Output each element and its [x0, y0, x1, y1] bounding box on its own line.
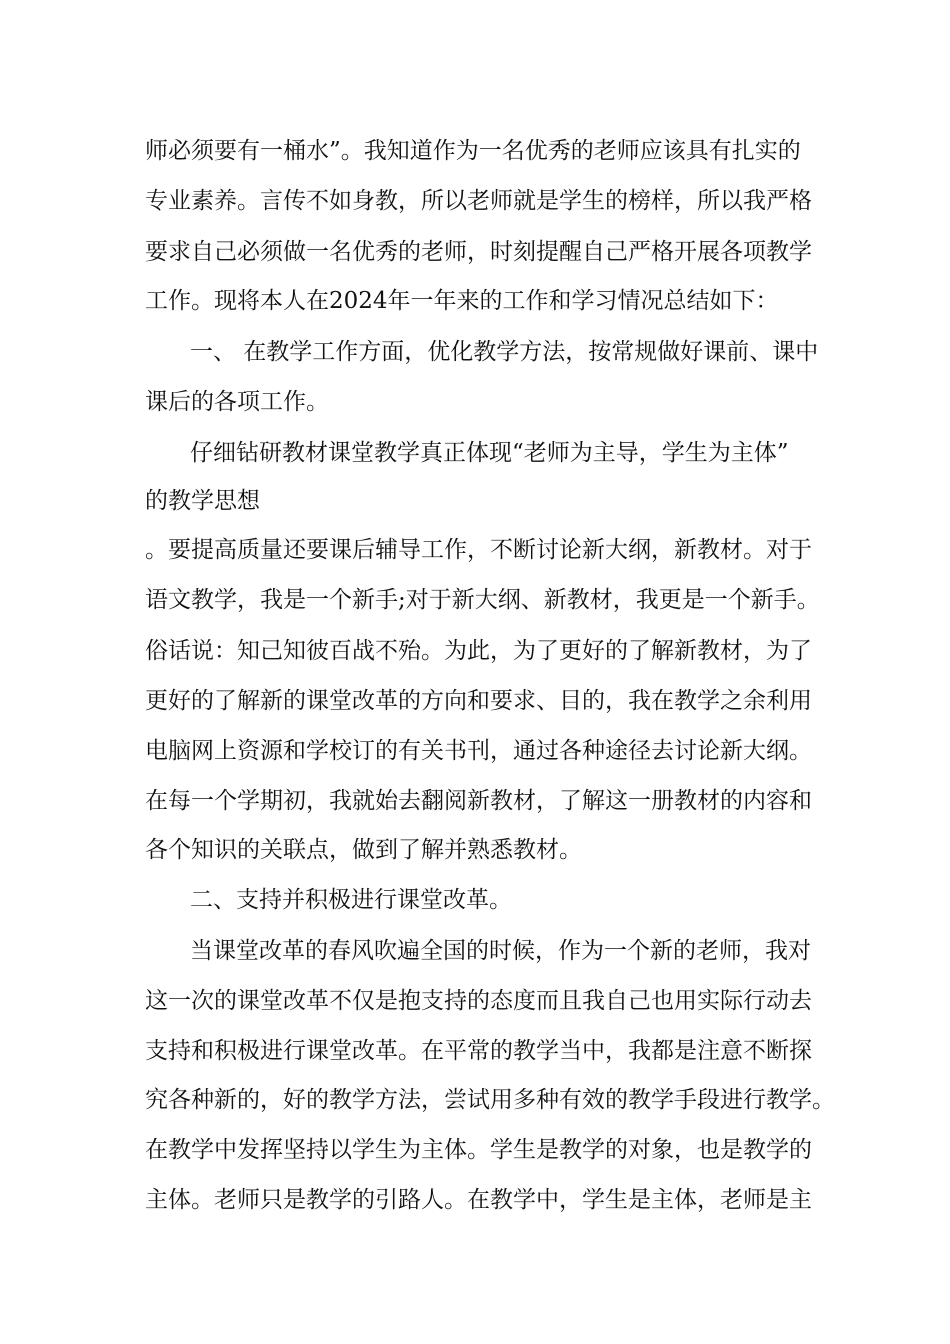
text-line: 更好的了解新的课堂改革的方向和要求、目的，我在教学之余利用 [145, 688, 812, 714]
text-line: 专业素养。言传不如身教，所以老师就是学生的榜样，所以我严格 [145, 188, 812, 214]
text-line: 究各种新的，好的教学方法，尝试用多种有效的教学手段进行教学。 [145, 1087, 835, 1113]
paragraph-first-line: 仔细钻研教材课堂教学真正体现“老师为主导，学生为主体” [190, 440, 789, 466]
text-line: 在教学中发挥坚持以学生为主体。学生是教学的对象，也是教学的 [145, 1137, 812, 1163]
text-line: 要求自己必须做一名优秀的老师，时刻提醒自己严格开展各项教学 [145, 239, 812, 265]
text-line: 支持和积极进行课堂改革。在平常的教学当中，我都是注意不断探 [145, 1038, 812, 1064]
text-line: 在每一个学期初，我就始去翻阅新教材，了解这一册教材的内容和 [145, 788, 812, 814]
text-line: 各个知识的关联点，做到了解并熟悉教材。 [145, 837, 582, 863]
text-line: 这一次的课堂改革不仅是抱支持的态度而且我自己也用实际行动去 [145, 988, 812, 1014]
paragraph-first-line: 当课堂改革的春风吹遍全国的时候，作为一个新的老师，我对 [190, 938, 811, 964]
text-line: 主体。老师只是教学的引路人。在教学中，学生是主体，老师是主 [145, 1187, 812, 1213]
text-line: 的教学思想 [145, 488, 260, 514]
text-line: 师必须要有一桶水”。我知道作为一名优秀的老师应该具有扎实的 [145, 138, 801, 164]
text-line: 俗话说：知己知彼百战不殆。为此，为了更好的了解新教材，为了 [145, 638, 812, 664]
section-heading: 一、 在教学工作方面，优化教学方法，按常规做好课前、课中 [190, 339, 819, 365]
text-line: 语文教学，我是一个新手;对于新大纲、新教材，我更是一个新手。 [145, 587, 820, 613]
text-line: 。要提高质量还要课后辅导工作，不断讨论新大纲，新教材。对于 [145, 537, 812, 563]
section-heading: 二、支持并积极进行课堂改革。 [190, 887, 512, 913]
text-line: 工作。现将本人在2024年一年来的工作和学习情况总结如下： [145, 288, 779, 314]
text-line: 课后的各项工作。 [145, 389, 329, 415]
text-line: 电脑网上资源和学校订的有关书刊，通过各种途径去讨论新大纲。 [145, 738, 812, 764]
